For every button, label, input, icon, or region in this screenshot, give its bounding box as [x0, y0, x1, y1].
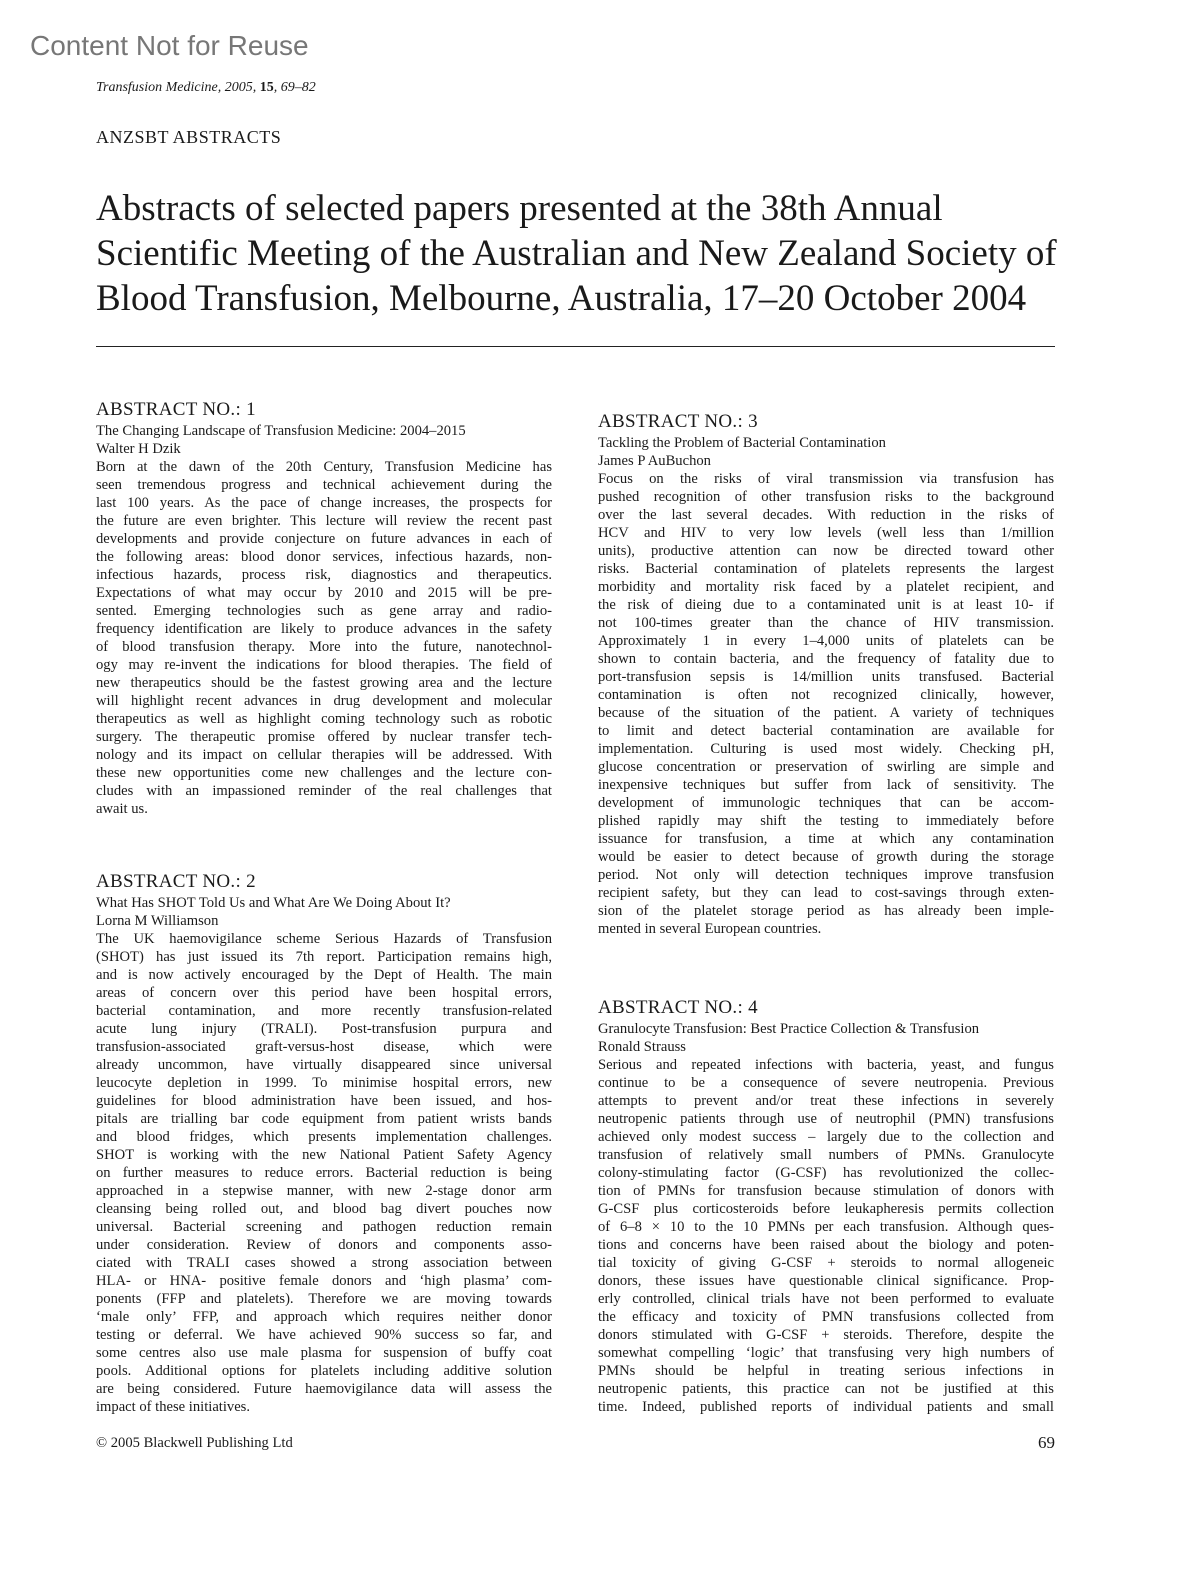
abstract-body-line: areas of concern over this period have been hospital errors,	[96, 985, 552, 1001]
journal-volume: 15	[259, 80, 274, 95]
abstract-body-line: attempts to prevent and/or treat these infections in severely	[598, 1093, 1054, 1109]
journal-citation	[96, 80, 316, 96]
title-divider	[96, 346, 1055, 347]
abstract-body-line: Focus on the risks of viral transmission via transfusion has	[598, 471, 1054, 487]
abstract-body-line: of 6–8 × 10 to the 10 PMNs per each transfusion. Although ques-	[598, 1219, 1054, 1235]
abstract-heading: ABSTRACT NO.: 2	[96, 871, 256, 892]
abstract-body-line: await us.	[96, 801, 148, 817]
abstract-body-line: these new opportunities come new challenges and the lecture con-	[96, 765, 552, 781]
abstract-body-line: issuance for transfusion, a time at which any contamination	[598, 831, 1054, 847]
abstract-body-line: guidelines for blood administration have been issued, and hos-	[96, 1093, 552, 1109]
abstract-title: What Has SHOT Told Us and What Are We Doing About It?	[96, 895, 451, 911]
abstract-body-line: and is now actively encouraged by the Dept of Health. The main	[96, 967, 552, 983]
abstract-body-line: surgery. The therapeutic promise offered by nuclear transfer tech-	[96, 729, 552, 745]
abstract-heading: ABSTRACT NO.: 3	[598, 411, 758, 432]
abstract-body-line: ‘male only’ FFP, and approach which requires neither donor	[96, 1309, 552, 1325]
abstract-body-line: on further measures to reduce errors. Bacterial reduction is being	[96, 1165, 552, 1181]
abstract-body-line: ogy may re-invent the indications for blood therapies. The field of	[96, 657, 552, 673]
abstract-body-line: donors stimulated with G-CSF + steroids. Therefore, despite the	[598, 1327, 1054, 1343]
abstract-body-line: testing or deferral. We have achieved 90% success so far, and	[96, 1327, 552, 1343]
abstract-body-line: the risk of dieing due to a contaminated unit is at least 10- if	[598, 597, 1054, 613]
abstract-body-line: new therapeutics should be the fastest growing area and the lecture	[96, 675, 552, 691]
page-title: Abstracts of selected papers presented at the 38th Annual Scientific Meeting of the Australian and New Zealand Society of Blood Transfusion, Melbourne, Australia, 17–20 October 2004	[96, 188, 1057, 319]
abstract-body-line: erly controlled, clinical trials have not been performed to evaluate	[598, 1291, 1054, 1307]
abstract-body-line: neutropenic patients, this practice can not be justified at this	[598, 1381, 1054, 1397]
abstract-heading: ABSTRACT NO.: 4	[598, 997, 758, 1018]
abstract-body-line: mented in several European countries.	[598, 921, 822, 937]
abstract-body-line: recipient safety, but they can lead to cost-savings through exten-	[598, 885, 1054, 901]
abstract-body-line: nology and its impact on cellular therapies will be addressed. With	[96, 747, 552, 763]
abstract-2	[96, 870, 552, 1416]
abstract-body-line: risks. Bacterial contamination of platelets represents the largest	[598, 561, 1054, 577]
abstract-body-line: tions and concerns have been raised about the biology and poten-	[598, 1237, 1054, 1253]
abstract-body-line: infectious hazards, process risk, diagnostics and therapeutics.	[96, 567, 552, 583]
journal-name: Transfusion Medicine	[96, 80, 218, 95]
journal-pages: , 69–82	[273, 80, 316, 95]
abstract-body-line: glucose concentration or preservation of swirling are simple and	[598, 759, 1054, 775]
abstract-body-line: HCV and HIV to very low levels (well less than 1/million	[598, 525, 1054, 541]
abstract-body-line: last 100 years. As the pace of change increases, the prospects for	[96, 495, 552, 511]
abstract-body-line: SHOT is working with the new National Patient Safety Agency	[96, 1147, 552, 1163]
abstract-body-line: Born at the dawn of the 20th Century, Transfusion Medicine has	[96, 459, 552, 475]
abstract-body-line: continue to be a consequence of severe neutropenia. Previous	[598, 1075, 1054, 1091]
abstract-body-line: and blood fridges, which presents implementation challenges.	[96, 1129, 552, 1145]
abstract-body-line: achieved only modest success – largely due to the collection and	[598, 1129, 1054, 1145]
abstract-body-line: Serious and repeated infections with bacteria, yeast, and fungus	[598, 1057, 1054, 1073]
abstract-author: James P AuBuchon	[598, 453, 711, 469]
abstract-body-line: somewhat compelling ‘logic’ that transfusing very high numbers of	[598, 1345, 1054, 1361]
abstract-body-line: inexpensive techniques but suffer from lack of sensitivity. The	[598, 777, 1054, 793]
watermark: Content Not for Reuse	[30, 30, 309, 61]
abstract-body-line: contamination is often not recognized clinically, however,	[598, 687, 1054, 703]
abstract-body-line: ponents (FFP and platelets). Therefore we are moving towards	[96, 1291, 552, 1307]
abstract-body-line: PMNs should be helpful in treating serious infections in	[598, 1363, 1054, 1379]
abstract-body-line: pushed recognition of other transfusion risks to the background	[598, 489, 1054, 505]
abstract-body-line: universal. Bacterial screening and pathogen reduction remain	[96, 1219, 552, 1235]
abstract-4	[598, 996, 1054, 1416]
abstract-body-line: transfusion of relatively small numbers of PMNs. Granulocyte	[598, 1147, 1054, 1163]
abstract-3	[598, 410, 1054, 938]
abstract-author: Walter H Dzik	[96, 441, 181, 457]
abstract-body-line: over the last several decades. With reduction in the risks of	[598, 507, 1054, 523]
abstract-body-line: some centres also use male plasma for suspension of buffy coat	[96, 1345, 552, 1361]
abstract-body-line: the future are even brighter. This lecture will review the recent past	[96, 513, 552, 529]
abstract-body-line: morbidity and mortality risk faced by a platelet recipient, and	[598, 579, 1054, 595]
abstract-body-line: development of immunologic techniques that can be accom-	[598, 795, 1054, 811]
abstract-body-line: (SHOT) has just issued its 7th report. Participation remains high,	[96, 949, 552, 965]
abstract-body-line: frequency identification are likely to produce advances in the safety	[96, 621, 552, 637]
abstract-body-line: sion of the platelet storage period as has already been imple-	[598, 903, 1054, 919]
journal-year: , 2005,	[217, 80, 260, 95]
section-heading: ANZSBT ABSTRACTS	[96, 127, 282, 147]
abstract-body-line: under consideration. Review of donors and components asso-	[96, 1237, 552, 1253]
abstract-body-line: pools. Additional options for platelets including additive solution	[96, 1363, 552, 1379]
abstract-body-line: neutropenic patients through use of neutrophil (PMN) transfusions	[598, 1111, 1054, 1127]
abstract-body-line: tion of PMNs for transfusion because stimulation of donors with	[598, 1183, 1054, 1199]
abstract-author: Lorna M Williamson	[96, 913, 219, 929]
abstract-body-line: Approximately 1 in every 1–4,000 units of platelets can be	[598, 633, 1054, 649]
abstract-body-line: units), productive attention can now be directed toward other	[598, 543, 1054, 559]
abstract-body-line: Expectations of what may occur by 2010 and 2015 will be pre-	[96, 585, 552, 601]
abstract-body-line: developments and provide conjecture on future advances in each of	[96, 531, 552, 547]
abstract-body-line: will highlight recent advances in drug development and molecular	[96, 693, 552, 709]
abstract-body-line: port-transfusion sepsis is 14/million units transfused. Bacterial	[598, 669, 1054, 685]
abstract-body-line: plished rapidly may shift the testing to immediately before	[598, 813, 1054, 829]
abstract-body-line: period. Not only will detection techniques improve transfusion	[598, 867, 1054, 883]
abstract-body-line: to limit and detect bacterial contamination are available for	[598, 723, 1054, 739]
abstract-body-line: pitals are trialling bar code equipment from patient wrists bands	[96, 1111, 552, 1127]
abstract-body-line: implementation. Culturing is used most widely. Checking pH,	[598, 741, 1054, 757]
abstract-body-line: cleansing being rolled out, and blood bag divert pouches now	[96, 1201, 552, 1217]
abstract-body-line: therapeutics as well as highlight coming technology such as robotic	[96, 711, 552, 727]
abstract-body-line: transfusion-associated graft-versus-host disease, which were	[96, 1039, 552, 1055]
abstract-body-line: tial toxicity of giving G-CSF + steroids to normal allogeneic	[598, 1255, 1054, 1271]
abstract-body-line: acute lung injury (TRALI). Post-transfusion purpura and	[96, 1021, 552, 1037]
abstract-title: Granulocyte Transfusion: Best Practice Collection & Transfusion	[598, 1021, 980, 1037]
abstract-body-line: already uncommon, have virtually disappeared since universal	[96, 1057, 552, 1073]
abstract-body-line: donors, these issues have questionable clinical significance. Prop-	[598, 1273, 1054, 1289]
abstract-body-line: approached in a stepwise manner, with new 2-stage donor arm	[96, 1183, 552, 1199]
abstract-body-line: impact of these initiatives.	[96, 1399, 251, 1415]
abstract-body-line: HLA- or HNA- positive female donors and ‘high plasma’ com-	[96, 1273, 552, 1289]
abstract-heading: ABSTRACT NO.: 1	[96, 399, 256, 420]
abstract-title: Tackling the Problem of Bacterial Contamination	[598, 435, 886, 451]
abstract-body-line: because of the situation of the patient. A variety of techniques	[598, 705, 1054, 721]
abstract-author: Ronald Strauss	[598, 1039, 686, 1055]
abstract-body-line: sented. Emerging technologies such as gene array and radio-	[96, 603, 552, 619]
abstract-body-line: of blood transfusion therapy. More into the future, nanotechnol-	[96, 639, 552, 655]
abstract-body-line: would be easier to detect because of growth during the storage	[598, 849, 1054, 865]
abstract-body-line: shown to contain bacteria, and the frequency of fatality due to	[598, 651, 1054, 667]
abstract-body-line: are being considered. Future haemovigilance data will assess the	[96, 1381, 552, 1397]
abstract-body-line: time. Indeed, published reports of individual patients and small	[598, 1399, 1054, 1415]
abstract-body-line: the efficacy and toxicity of PMN transfusions collected from	[598, 1309, 1054, 1325]
abstract-body-line: ciated with TRALI cases showed a strong association between	[96, 1255, 552, 1271]
abstract-1	[96, 398, 552, 818]
abstract-body-line: G-CSF plus corticosteroids before leukapheresis permits collection	[598, 1201, 1054, 1217]
abstract-body-line: bacterial contamination, and more recently transfusion-related	[96, 1003, 552, 1019]
abstract-title: The Changing Landscape of Transfusion Medicine: 2004–2015	[96, 423, 466, 439]
abstract-body-line: leucocyte depletion in 1999. To minimise hospital errors, new	[96, 1075, 552, 1091]
page-number: 69	[1038, 1433, 1055, 1452]
abstract-body-line: The UK haemovigilance scheme Serious Hazards of Transfusion	[96, 931, 552, 947]
abstract-body-line: the following areas: blood donor services, infectious hazards, non-	[96, 549, 552, 565]
abstract-body-line: not 100-times greater than the chance of HIV transmission.	[598, 615, 1054, 631]
abstract-body-line: colony-stimulating factor (G-CSF) has revolutionized the collec-	[598, 1165, 1054, 1181]
copyright: © 2005 Blackwell Publishing Ltd	[96, 1435, 293, 1451]
abstract-body-line: seen tremendous progress and technical achievement during the	[96, 477, 552, 493]
abstract-body-line: cludes with an impassioned reminder of the real challenges that	[96, 783, 552, 799]
